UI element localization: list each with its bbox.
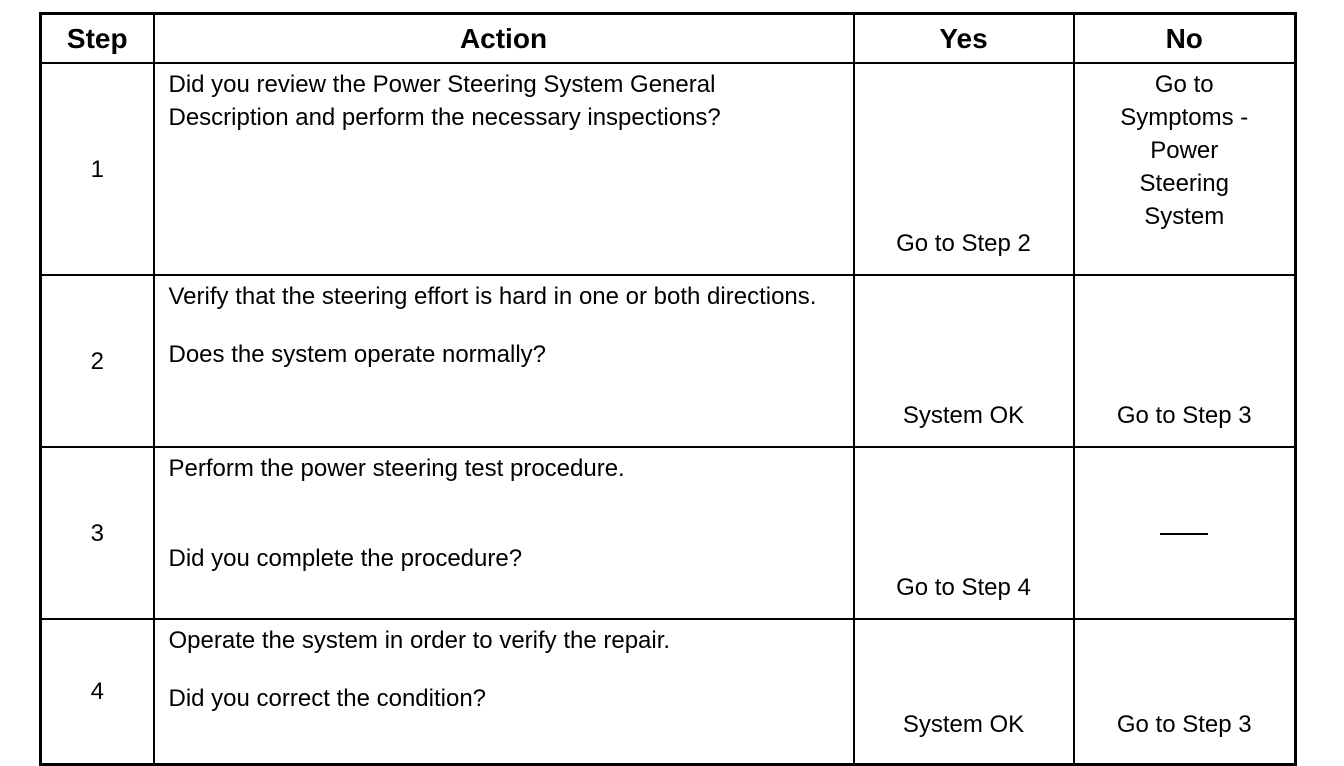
table-row — [41, 63, 1296, 275]
header-action: Action — [154, 14, 854, 64]
table-row — [41, 275, 1296, 447]
step-number: 1 — [41, 63, 154, 275]
header-no: No — [1074, 14, 1296, 64]
table-row — [41, 619, 1296, 765]
no-text: Go to Symptoms - Power Steering System — [1120, 71, 1249, 230]
yes-cell: Go to Step 4 — [854, 447, 1074, 619]
step-number: 4 — [41, 619, 154, 765]
action-cell — [154, 447, 854, 619]
no-cell — [1074, 63, 1296, 275]
header-row — [41, 14, 1296, 64]
action-cell — [154, 63, 854, 275]
action-text: Operate the system in order to verify the repair. — [168, 627, 671, 654]
question-text: Did you correct the condition? — [168, 685, 487, 712]
table-row — [41, 447, 1296, 619]
action-text: Perform the power steering test procedure. — [168, 455, 625, 482]
yes-cell: Go to Step 2 — [854, 63, 1074, 275]
yes-cell: System OK — [854, 619, 1074, 765]
no-cell — [1074, 447, 1296, 619]
diagnostic-table — [39, 12, 1297, 766]
no-cell: Go to Step 3 — [1074, 619, 1296, 765]
yes-cell: System OK — [854, 275, 1074, 447]
action-text: Verify that the steering effort is hard in one or both directions. — [168, 283, 817, 310]
action-text: Did you review the Power Steering System General Description and perform the necessary inspections? — [168, 71, 721, 131]
question-text: Does the system operate normally? — [168, 341, 547, 368]
no-cell: Go to Step 3 — [1074, 275, 1296, 447]
not-applicable-dash — [1160, 533, 1208, 535]
header-step: Step — [41, 14, 154, 64]
step-number: 2 — [41, 275, 154, 447]
header-yes: Yes — [854, 14, 1074, 64]
action-cell — [154, 619, 854, 765]
step-number: 3 — [41, 447, 154, 619]
question-text: Did you complete the procedure? — [168, 545, 523, 572]
action-cell — [154, 275, 854, 447]
